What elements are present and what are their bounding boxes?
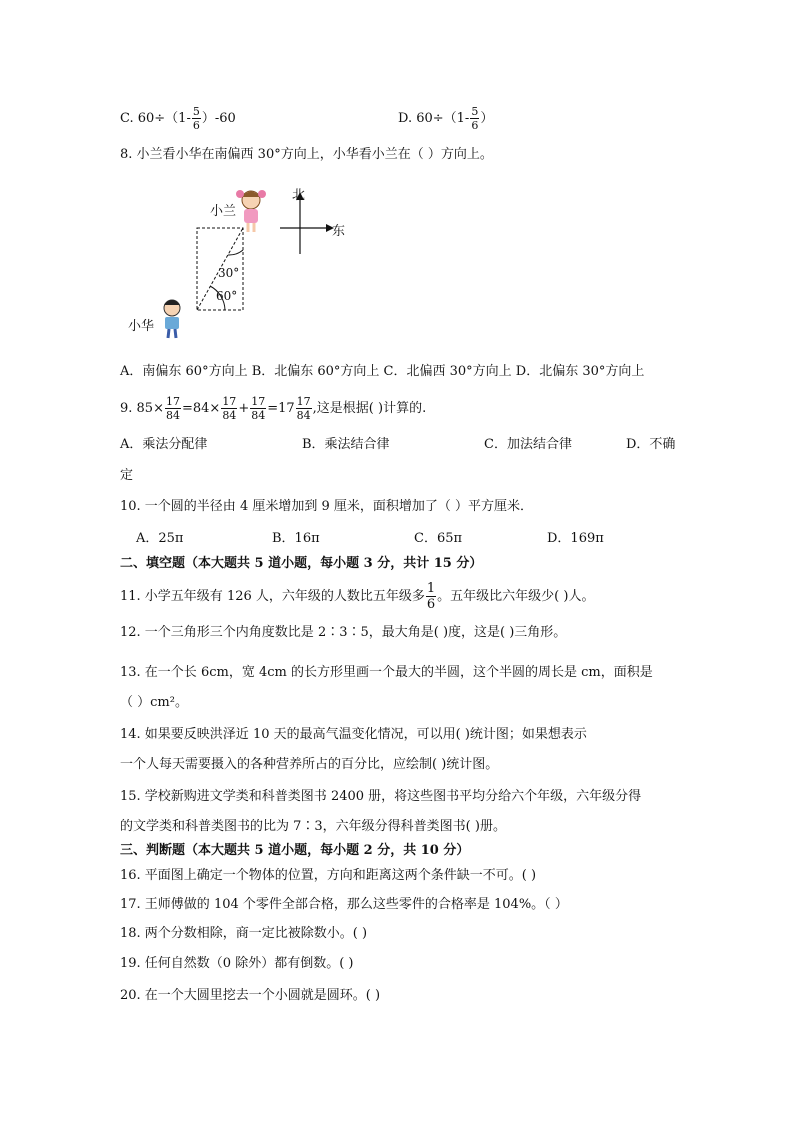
q10-option-d: D．169π xyxy=(547,531,604,546)
q13-line-2: （ ）cm²。 xyxy=(120,695,188,710)
angle-60-label: 60° xyxy=(216,289,238,303)
q19: 19. 任何自然数（0 除外）都有倒数。( ) xyxy=(120,956,354,971)
diagram-svg xyxy=(120,180,360,340)
direction-diagram xyxy=(120,180,360,340)
q9-option-d-cont: 定 xyxy=(120,468,134,483)
fraction: $\frac{17}{84}$ xyxy=(222,395,237,422)
q15-line-2: 的文学类和科普类图书的比为 7∶3，六年级分得科普类图书( )册。 xyxy=(120,819,506,834)
label-xiaohua: 小华 xyxy=(128,319,155,334)
fraction: $\frac{5}{6}$ xyxy=(471,105,479,132)
fraction: $\frac{5}{6}$ xyxy=(192,105,200,132)
q7-option-d: D. 60÷（1- $\frac{5}{6}$ ） xyxy=(398,105,494,132)
q7-option-c: C. 60÷（1- $\frac{5}{6}$ ）-60 xyxy=(120,105,236,132)
q20: 20. 在一个大圆里挖去一个小圆就是圆环。( ) xyxy=(120,988,381,1003)
q8-stem: 8. 小兰看小华在南偏西 30°方向上，小华看小兰在（ ）方向上。 xyxy=(120,147,493,162)
q14-line-1: 14. 如果要反映洪泽近 10 天的最高气温变化情况，可以用( )统计图；如果想表示 xyxy=(120,727,587,742)
fraction: $\frac{17}{84}$ xyxy=(165,395,180,422)
boy-figure xyxy=(164,300,180,338)
fraction: $\frac{1}{6}$ xyxy=(426,581,436,612)
q17: 17. 王师傅做的 104 个零件全部合格，那么这些零件的合格率是 104%。（ ） xyxy=(120,897,568,912)
q15-line-1: 15. 学校新购进文学类和科普类图书 2400 册，将这些图书平均分给六个年级，六年级分得 xyxy=(120,789,642,804)
angle-30-label: 30° xyxy=(218,266,240,280)
girl-figure xyxy=(236,190,266,232)
q10-stem: 10. 一个圆的半径由 4 厘米增加到 9 厘米，面积增加了（ ）平方厘米． xyxy=(120,499,534,514)
q11: 11. 小学五年级有 126 人，六年级的人数比五年级多 $\frac{1}{6}$ 。五年级比六年级少( )人。 xyxy=(120,581,595,612)
q9-stem: 9. 85× $\frac{17}{84}$ =84× $\frac{17}{84}$ + $\frac{17}{84}$ =17 $\frac{17}{84}$ ,这是根据( )计算的. xyxy=(120,395,427,422)
section-3-heading: 三、判断题（本大题共 5 道小题，每小题 2 分，共 10 分） xyxy=(120,843,470,858)
q12: 12. 一个三角形三个内角度数比是 2∶3∶5，最大角是( )度，这是( )三角形。 xyxy=(120,625,567,640)
q10-option-b: B．16π xyxy=(272,531,320,546)
q18: 18. 两个分数相除，商一定比被除数小。( ) xyxy=(120,926,368,941)
q9-option-a: A．乘法分配律 xyxy=(120,437,208,452)
q16: 16. 平面图上确定一个物体的位置，方向和距离这两个条件缺一不可。( ) xyxy=(120,868,537,883)
q14-line-2: 一个人每天需要摄入的各种营养所占的百分比，应绘制( )统计图。 xyxy=(120,757,499,772)
q10-option-a: A．25π xyxy=(136,531,184,546)
q13-line-1: 13. 在一个长 6cm，宽 4cm 的长方形里画一个最大的半圆，这个半圆的周长是 cm，面积是 xyxy=(120,665,653,680)
q9-option-b: B．乘法结合律 xyxy=(302,437,390,452)
section-2-heading: 二、填空题（本大题共 5 道小题，每小题 3 分，共计 15 分） xyxy=(120,556,483,571)
q8-options: A．南偏东 60°方向上 B．北偏东 60°方向上 C．北偏西 30°方向上 D．北偏东 30°方向上 xyxy=(120,364,645,379)
q9-option-c: C．加法结合律 xyxy=(484,437,572,452)
fraction: $\frac{17}{84}$ xyxy=(251,395,266,422)
label-xiaolan: 小兰 xyxy=(210,204,237,219)
q9-option-d: D．不确 xyxy=(626,437,676,452)
fraction: $\frac{17}{84}$ xyxy=(296,395,311,422)
q10-option-c: C．65π xyxy=(414,531,463,546)
label-east: 东 xyxy=(332,224,346,239)
label-north: 北 xyxy=(292,188,306,203)
